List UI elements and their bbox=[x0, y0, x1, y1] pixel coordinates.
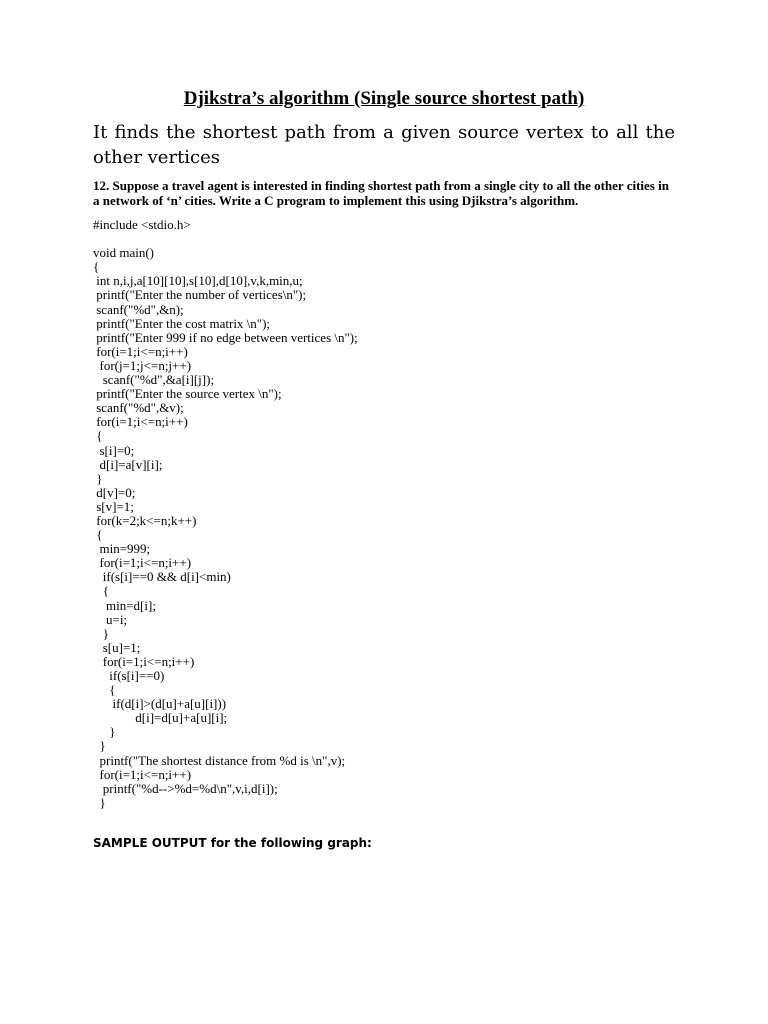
code-line: { bbox=[93, 682, 116, 698]
code-line: scanf("%d",&v); bbox=[93, 400, 184, 416]
code-line: for(i=1;i<=n;i++) bbox=[93, 766, 192, 782]
code-line: void main() bbox=[93, 245, 155, 261]
code-line: min=d[i]; bbox=[93, 597, 156, 613]
question-text: 12. Suppose a travel agent is interested in finding shortest path from a single city to all the other cities in a network of ‘n’ cities. Write a C program to implement this using Djikstra’s algorithm. bbox=[93, 178, 669, 208]
code-line: for(k=2;k<=n;k++) bbox=[93, 512, 197, 528]
code-line: if(s[i]==0) bbox=[93, 668, 165, 683]
code-line: s[u]=1; bbox=[93, 639, 141, 655]
code-line: scanf("%d",&n); bbox=[93, 301, 184, 317]
code-line: printf("Enter the source vertex \n"); bbox=[93, 386, 282, 402]
code-line: printf("%d-->%d=%d\n",v,i,d[i]); bbox=[93, 780, 278, 796]
intro-paragraph: It finds the shortest path from a given source vertex to all the other vertices bbox=[93, 122, 675, 168]
code-line: } bbox=[93, 625, 109, 641]
code-line: int n,i,j,a[10][10],s[10],d[10],v,k,min,u; bbox=[93, 273, 303, 289]
sample-output-label: SAMPLE OUTPUT for the following graph: bbox=[93, 836, 372, 850]
code-line: d[v]=0; bbox=[93, 484, 136, 500]
code-line: s[v]=1; bbox=[93, 498, 134, 514]
code-line bbox=[93, 232, 358, 246]
code-line: } bbox=[93, 724, 116, 740]
code-line: for(i=1;i<=n;i++) bbox=[93, 343, 188, 359]
code-line: d[i]=a[v][i]; bbox=[93, 456, 163, 472]
code-line: for(i=1;i<=n;i++) bbox=[93, 414, 188, 430]
code-line: printf("Enter 999 if no edge between vertices \n"); bbox=[93, 329, 358, 345]
code-line: for(i=1;i<=n;i++) bbox=[93, 555, 192, 571]
code-line: } bbox=[93, 738, 106, 754]
code-line: d[i]=d[u]+a[u][i]; bbox=[93, 710, 228, 726]
code-line: #include <stdio.h> bbox=[93, 217, 191, 232]
code-line: { bbox=[93, 428, 103, 444]
code-block bbox=[93, 218, 358, 810]
code-line: } bbox=[93, 470, 103, 486]
code-line: for(i=1;i<=n;i++) bbox=[93, 653, 195, 669]
code-line: min=999; bbox=[93, 541, 151, 557]
code-line: u=i; bbox=[93, 611, 128, 627]
page-title: Djikstra’s algorithm (Single source shortest path) bbox=[183, 88, 585, 109]
code-line: printf("The shortest distance from %d is \n",v); bbox=[93, 752, 346, 768]
code-line: if(d[i]>(d[u]+a[u][i])) bbox=[93, 696, 227, 712]
code-line: { bbox=[93, 527, 103, 543]
code-line: if(s[i]==0 && d[i]<min) bbox=[93, 569, 231, 585]
code-line: printf("Enter the cost matrix \n"); bbox=[93, 315, 271, 331]
code-line: { bbox=[93, 259, 100, 275]
code-line: } bbox=[93, 794, 106, 810]
code-line: scanf("%d",&a[i][j]); bbox=[93, 372, 215, 388]
code-line: for(j=1;j<=n;j++) bbox=[93, 357, 192, 373]
code-line: s[i]=0; bbox=[93, 442, 135, 458]
code-line: { bbox=[93, 583, 109, 599]
code-line: printf("Enter the number of vertices\n"); bbox=[93, 287, 307, 303]
